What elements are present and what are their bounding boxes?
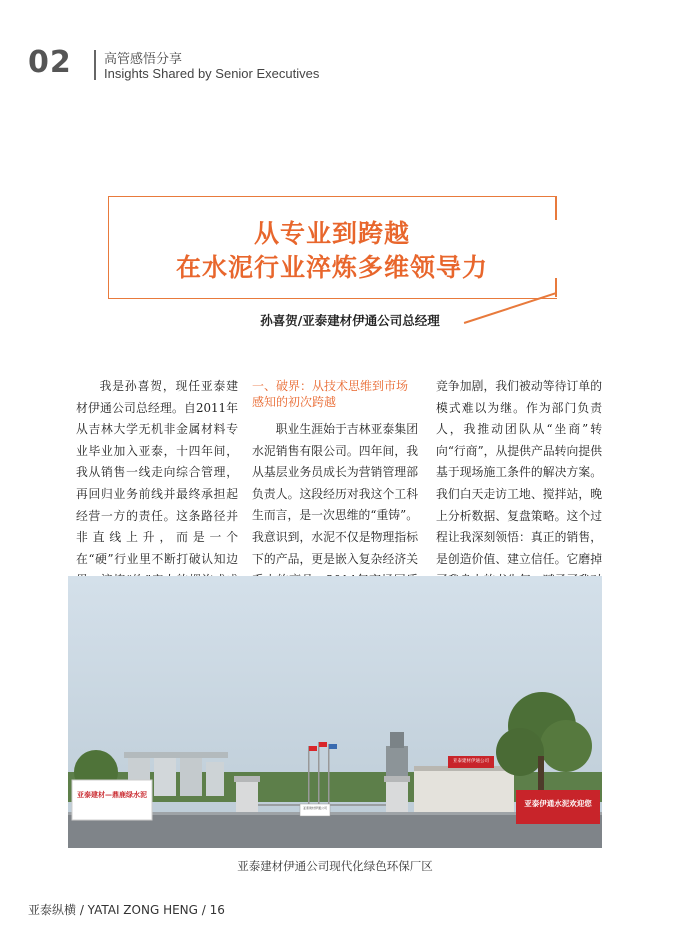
section-heading: 一、破界：从技术思维到市场感知的初次跨越 xyxy=(252,379,409,409)
article-title-line1: 从专业到跨越 xyxy=(253,219,410,248)
body-paragraph: 竞争加剧，我们被动等待订单的模式难以为继。作为部门负责人，我推动团队从“坐商”转向“行商”，从提供产品转向提供基于现场施工条件的解决方案。我们白天走访工地、搅拌站，晚上分析数据、复盘策略。这个过程让我深刻领悟：真正的销售，是创造价值、建立信任。它磨掉 xyxy=(436,379,602,566)
factory-photo xyxy=(68,576,602,848)
article-title-line2: 在水泥行业淬炼多维领导力 xyxy=(175,253,488,282)
header-divider xyxy=(94,50,96,80)
section-title-en: Insights Shared by Senior Executives xyxy=(104,66,320,81)
article-author: 孙喜贺/亚泰建材伊通公司总经理 xyxy=(260,313,440,328)
photo-caption: 亚泰建材伊通公司现代化绿色环保厂区 xyxy=(237,859,433,873)
body-paragraph: 职业生涯始于吉林亚泰集团水泥销售有限公司。四年间，我从基层业务员成长为营销管理部负责人。这段经历对我这个工科生而言，是一次思维的“重铸”。我意识到，水泥不仅是物理指标下的产品，更是嵌入复杂经济关 xyxy=(252,422,418,566)
left-billboard-text: 亚泰建材—鼎鹿绿水泥 xyxy=(77,791,147,799)
section-number: 02 xyxy=(28,45,72,80)
body-paragraph: 我是孙喜贺，现任亚泰建材伊通公司总经理。自2011年从吉林大学无机非金属材料专业毕业加入亚泰，十四年间，我从销售一线走向综合管理，再回归业务前线并最终承担起经营一方的责任。这条路径并非直线上升，而是一个在“硬”行业里不断打破认知边 xyxy=(76,379,238,566)
page-footer: 亚泰纵横 / YATAI ZONG HENG / 16 xyxy=(28,903,225,917)
roof-sign-text: 亚泰建材伊通公司 xyxy=(453,759,489,764)
gate-plaque-text: 亚泰建材伊通公司 xyxy=(302,806,327,810)
right-billboard-text: 亚泰伊通水泥欢迎您 xyxy=(524,799,592,808)
section-title-cn: 高管感悟分享 xyxy=(104,52,183,67)
